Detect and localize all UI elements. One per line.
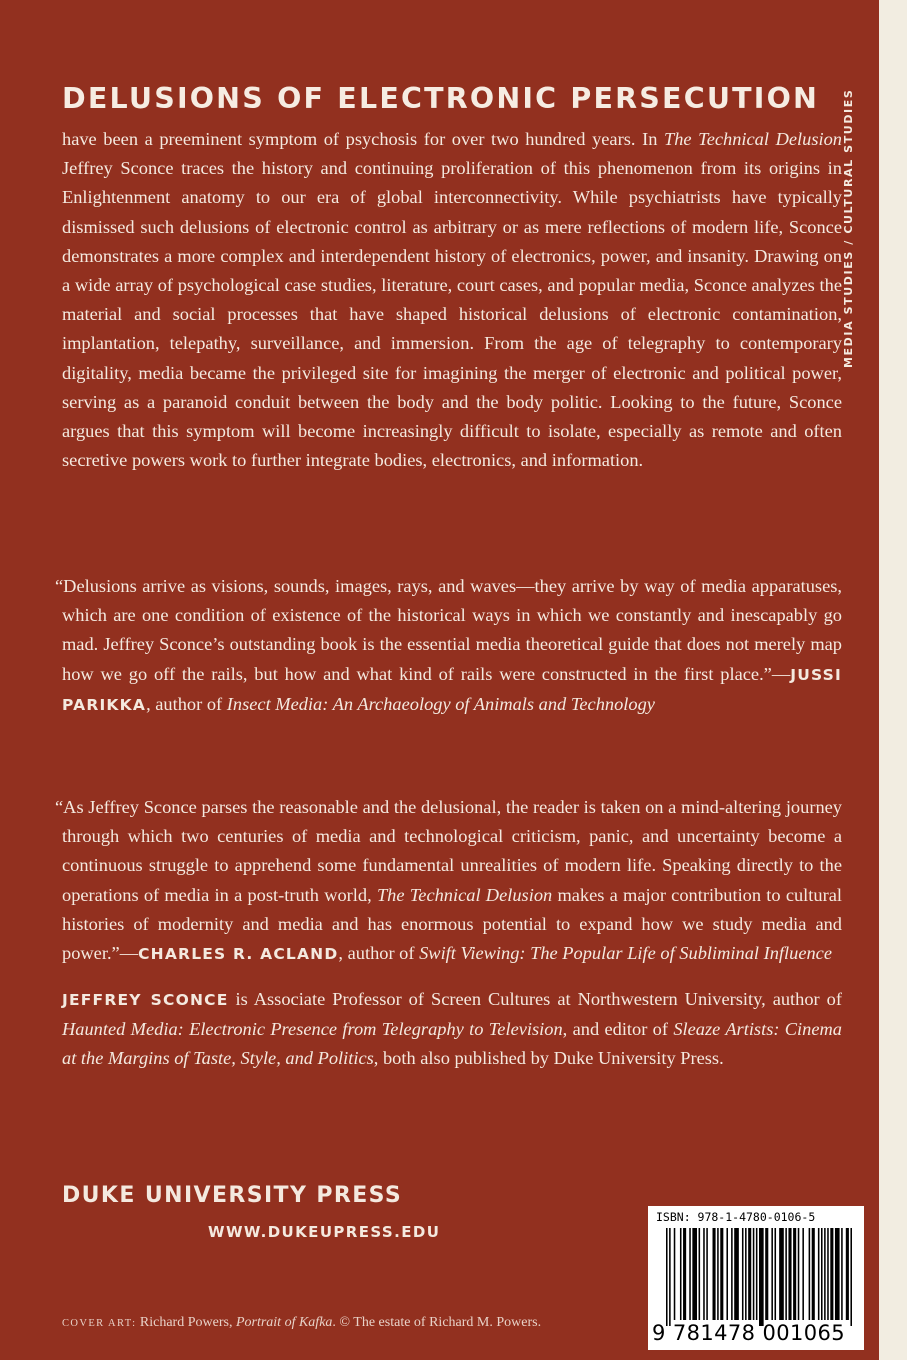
cover-art-text-b: . © The estate of Richard M. Powers. — [332, 1315, 542, 1330]
isbn-label: ISBN: 978-1-4780-0106-5 — [656, 1210, 816, 1224]
endorsement-text: “Delusions arrive as visions, sounds, images, rays, and waves—they arrive by way of media apparatuses, which are one condition of existence of the historical ways in which we constantly and inescapably go mad. Jeffrey Sconce’s outstanding book is the essential media theoretical guide that does not merely map how we go off the rails, but how and what kind of rails were constructed in the first place.”— — [55, 576, 842, 684]
barcode-bar — [683, 1228, 686, 1320]
barcode-bar — [818, 1228, 820, 1320]
barcode-bar — [699, 1228, 701, 1320]
cover-art-text-a: Richard Powers, — [136, 1315, 236, 1330]
barcode-bar — [706, 1228, 708, 1320]
barcode-bar — [841, 1228, 843, 1320]
barcode-bar — [680, 1228, 682, 1320]
barcode-bar — [734, 1228, 739, 1320]
bio-text-c: , both also published by Duke University Press. — [373, 1048, 724, 1069]
ean-digits: 9 781478 001065 — [652, 1321, 846, 1345]
endorsement-book-title: The Technical Delusion — [376, 884, 553, 905]
barcode-bar — [846, 1228, 849, 1320]
book-description — [62, 125, 842, 475]
barcode-bar — [771, 1228, 773, 1320]
bio-book-1: Haunted Media: Electronic Presence from Telegraphy to Television — [62, 1019, 563, 1040]
author-name: JEFFREY SCONCE — [62, 991, 229, 1009]
barcode-bar — [830, 1228, 833, 1320]
description-text-b: Jeffrey Sconce traces the history and continuing proliferation of this phenomenon from its origins in Enlightenment anatomy to our era of global interconnectivity. While psychiatrists have typically dismissed such delusions of electronic control as arbitrary or as mere reflections of modern life, Sconce demonstrates a more complex and interdependent history of electronics, power, and insanity. Drawing on a wide array of psychological case studies, literature, court cases, and popular media, Sconce analyzes the material and social processes that have shaped historical delusions of electronic contamination, implantation, telepathy, surveillance, and immersion. From the age of telegraphy to contemporary digitality, media became the privileged site for imagining the merger of electronic and political power, serving as a paranoid conduit between the body and the body politic. Looking to the future, Sconce argues that this symptom will become increasingly difficult to isolate, especially as remote and often secretive powers work to further integrate bodies, electronics, and information. — [62, 158, 842, 471]
description-text-a: have been a preeminent symptom of psychosis for over two hundred years. In — [62, 129, 664, 149]
endorser-connector: , author of — [146, 693, 227, 714]
barcode-bar — [753, 1228, 755, 1320]
barcode-bar — [717, 1228, 719, 1320]
endorser-book-title: Swift Viewing: The Popular Life of Subliminal Influence — [419, 943, 833, 964]
barcode-bar — [713, 1228, 716, 1320]
barcode-bar — [731, 1228, 733, 1320]
endorser-book-title: Insect Media: An Archaeology of Animals and Technology — [226, 693, 655, 714]
barcode-bar — [692, 1228, 697, 1320]
barcode-bar — [809, 1228, 811, 1320]
barcode-bar — [726, 1228, 728, 1320]
isbn-barcode — [648, 1206, 864, 1350]
barcode-bar — [703, 1228, 705, 1320]
subject-category-label: MEDIA STUDIES / CULTURAL STUDIES — [842, 88, 855, 368]
publisher-url: WWW.DUKEUPRESS.EDU — [208, 1223, 441, 1241]
barcode-bar — [759, 1228, 764, 1326]
barcode-bar — [745, 1228, 747, 1320]
barcode-bar — [835, 1228, 840, 1320]
barcode-bar — [793, 1228, 796, 1320]
cover-art-credit — [62, 1315, 541, 1331]
endorsement-parikka — [55, 572, 842, 720]
barcode-bar — [720, 1228, 723, 1320]
barcode-bar — [824, 1228, 826, 1320]
publisher-name: DUKE UNIVERSITY PRESS — [62, 1183, 403, 1208]
endorser-connector: , author of — [338, 943, 420, 964]
description-book-title: The Technical Delusion — [663, 129, 842, 149]
bio-book-2: Sleaze Artists: Cinema at the Margins of Taste, Style, and Politics — [62, 1019, 843, 1069]
bio-text-b: , and editor of — [562, 1019, 674, 1040]
spine-edge — [879, 0, 907, 1360]
endorser-name: JUSSI PARIKKA — [62, 665, 842, 714]
barcode-bar — [674, 1228, 676, 1320]
headline: DELUSIONS OF ELECTRONIC PERSECUTION — [62, 82, 820, 115]
barcode-bar — [827, 1228, 829, 1320]
endorsement-text-a: “As Jeffrey Sconce parses the reasonable and the delusional, the reader is taken on a mind-altering journey through which two centuries of media and technological criticism, panic, and uncertainty become a continuous struggle to apprehend some fundamental unrealities of modern life. Speaking directly to the operations of media in a post-truth world, — [55, 797, 842, 905]
barcode-bar — [821, 1228, 823, 1320]
barcode-bar — [775, 1228, 777, 1320]
barcode-bar — [669, 1228, 671, 1326]
barcode-bar — [779, 1228, 784, 1320]
barcode-bar — [765, 1228, 768, 1320]
endorsement-acland — [55, 793, 842, 969]
author-bio — [62, 985, 842, 1074]
barcode-bar — [756, 1228, 758, 1320]
barcode-bar — [748, 1228, 751, 1320]
bio-text-a: is Associate Professor of Screen Cultures at Northwestern University, author of — [228, 989, 842, 1009]
barcode-bar — [802, 1228, 804, 1320]
endorsement-text-b: makes a major contribution to cultural histories of modernity and media and has enormous potential to expand how we study media and power.”— — [62, 884, 842, 964]
barcode-bar — [812, 1228, 815, 1320]
barcode-bar — [798, 1228, 800, 1320]
barcode-bar — [742, 1228, 744, 1320]
cover-art-title: Portrait of Kafka — [235, 1315, 333, 1330]
barcode-bar — [666, 1228, 668, 1326]
endorser-name: CHARLES R. ACLAND — [138, 945, 339, 964]
barcode-bar — [850, 1228, 852, 1326]
cover-art-label: COVER ART: — [62, 1318, 137, 1329]
barcode-bar — [689, 1228, 691, 1320]
barcode-bar — [785, 1228, 787, 1320]
barcode-bar — [788, 1228, 791, 1320]
